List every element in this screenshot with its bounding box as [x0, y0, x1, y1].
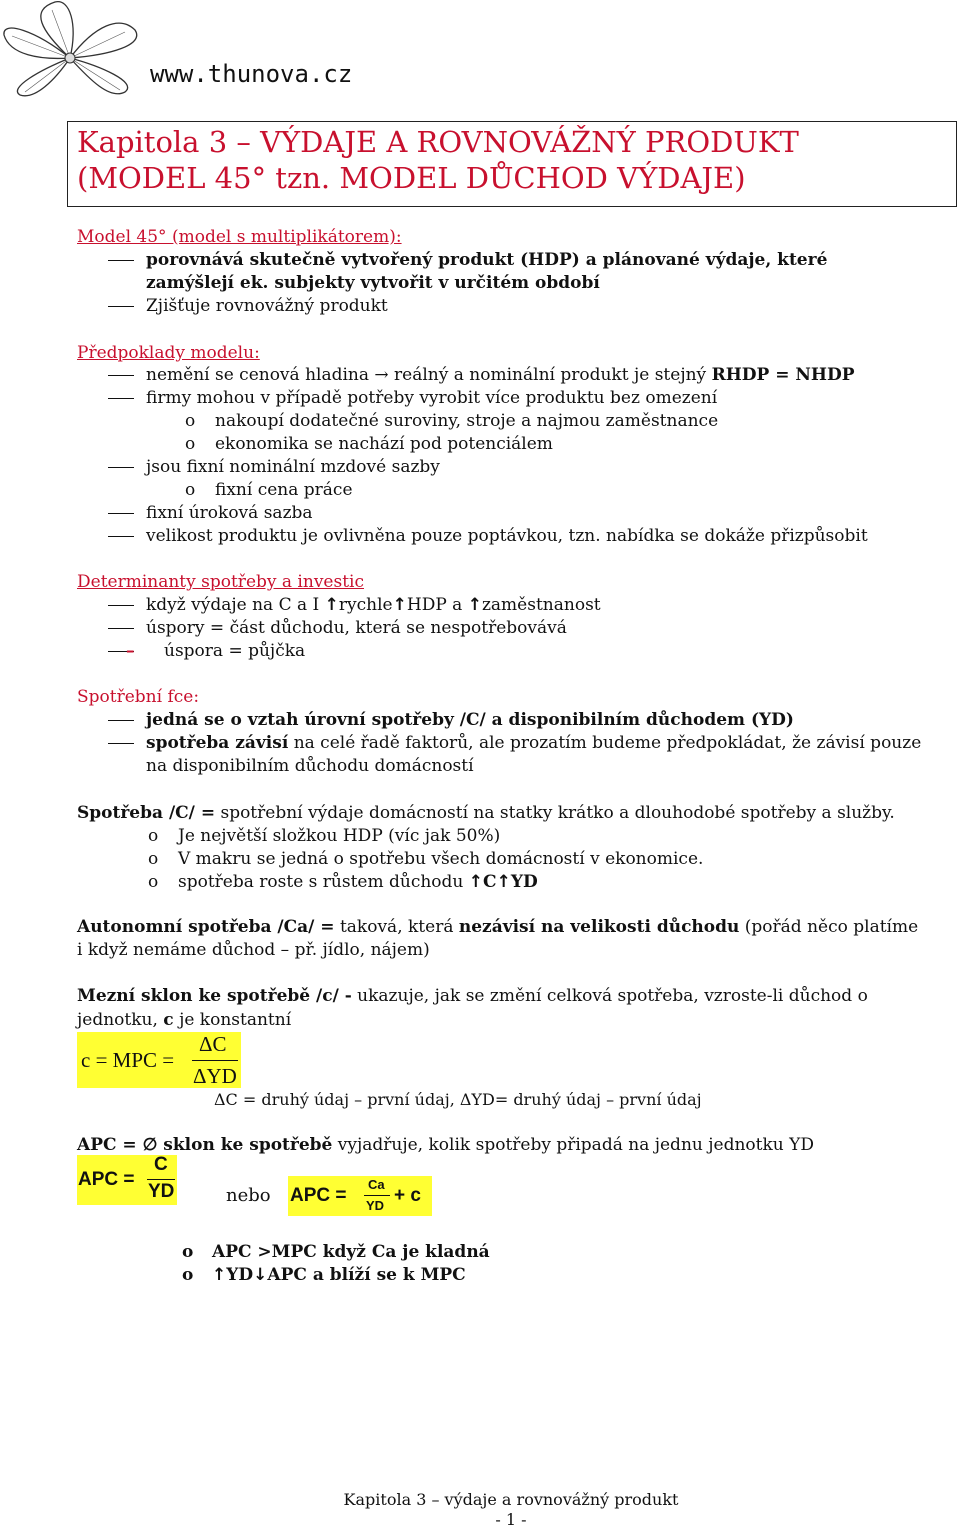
apc-bullet-1: o APC >MPC když Ca je kladná [212, 1241, 490, 1263]
up-arrow-icon: ↑ [467, 595, 482, 615]
up-arrow-icon: ↑ [324, 595, 339, 615]
apc-formula-2 [288, 1176, 432, 1216]
apc-bullet-2 [212, 1264, 466, 1286]
mpc-t4: je konstantní [179, 1010, 292, 1030]
model45-item-2: Zjišťuje rovnovážný produkt [146, 296, 388, 316]
apc-f1-left: APC = [78, 1169, 135, 1190]
consfn-item-2-cont: na disponibilním důchodu domácností [146, 756, 474, 776]
page-title [77, 124, 799, 196]
determinant-1-b: rychle [338, 595, 393, 615]
apc-bullet-2-yd: YD [226, 1265, 254, 1285]
mpc-formula-num: ΔC [199, 1032, 227, 1056]
assumption-2a: o nakoupí dodatečné suroviny, stroje a najmou zaměstnance [215, 410, 718, 432]
spotreba-bullet-3-yd: YD [510, 872, 538, 892]
mpc-formula-left: c = MPC = [81, 1048, 175, 1072]
determinant-3 [126, 640, 306, 662]
flower-logo [0, 0, 150, 108]
apc-formula-1 [77, 1155, 177, 1205]
assumption-1 [146, 364, 855, 386]
autonomni-def [77, 916, 918, 938]
mpc-formula [77, 1032, 241, 1088]
model45-item-1: porovnává skutečně vytvořený produkt (HDP) a plánované výdaje, které [146, 250, 828, 270]
autonomni-cont: i když nemáme důchod – př. jídlo, nájem) [77, 940, 430, 960]
model45-heading: Model 45° (model s multiplikátorem): [77, 227, 402, 247]
page-title-line-1: Kapitola 3 – VÝDAJE A ROVNOVÁŽNÝ PRODUKT [77, 125, 799, 159]
down-arrow-icon: ↓ [253, 1265, 268, 1285]
fraction-bar [364, 1195, 390, 1196]
mpc-lead: Mezní sklon ke spotřebě /c/ - [77, 986, 352, 1006]
site-url: www.thunova.cz [150, 60, 353, 88]
apc-text: vyjadřuje, kolik spotřeby připadá na jednu jednotku YD [337, 1135, 814, 1155]
footer [0, 1490, 960, 1530]
up-arrow-icon: ↑ [496, 872, 511, 892]
minus-icon: – [126, 641, 135, 661]
apc-bullet-2-text: APC a blíží se k MPC [267, 1265, 466, 1285]
spotreba-text: spotřební výdaje domácností na statky krátko a dlouhodobé spotřeby a služby. [220, 803, 895, 823]
assumption-1-bold: RHDP = NHDP [711, 365, 855, 385]
page-number: - 1 - [495, 1510, 527, 1529]
mpc-t3: c [163, 1010, 174, 1030]
mpc-formula-den: ΔYD [193, 1064, 237, 1088]
assumption-3: jsou fixní nominální mzdové sazby [146, 457, 440, 477]
up-arrow-icon: ↑ [468, 872, 484, 892]
autonomni-t2: nezávisí na velikosti důchodu [458, 917, 740, 937]
apc-f2-right: + c [394, 1185, 421, 1206]
model45-item-1-cont: zamýšlejí ek. subjekty vytvořit v určitém období [146, 273, 600, 293]
consfn-item-2-bold: spotřeba závisí [146, 733, 289, 753]
mpc-t2: jednotku, [77, 1010, 158, 1030]
spotreba-bullet-1: o Je největší složkou HDP (víc jak 50%) [178, 825, 500, 847]
apc-lead: APC = ∅ sklon ke spotřebě [77, 1135, 333, 1155]
determinant-1-c: HDP a [406, 595, 463, 615]
mpc-cont [77, 1009, 291, 1031]
apc-f2-den: YD [366, 1198, 385, 1213]
autonomni-t3: (pořád něco platíme [744, 917, 919, 937]
assumption-5: velikost produktu je ovlivněna pouze poptávkou, tzn. nabídka se dokáže přizpůsobit [146, 526, 868, 546]
consfn-item-2-text: na celé řadě faktorů, ale prozatím budeme předpokládat, že závisí pouze [293, 733, 922, 753]
assumptions-heading: Předpoklady modelu: [77, 343, 260, 363]
apc-f1-den: YD [148, 1181, 175, 1202]
determinant-2: úspory = část důchodu, která se nespotřebovává [146, 618, 567, 638]
spotreba-bullet-3 [178, 871, 538, 893]
consfn-heading: Spotřební fce: [77, 687, 200, 707]
determinant-1-d: zaměstnanost [481, 595, 601, 615]
consfn-item-2 [146, 732, 921, 754]
apc-f1-num: C [154, 1154, 168, 1175]
fraction-bar [147, 1179, 175, 1180]
apc-or: nebo [226, 1185, 271, 1206]
spotreba-lead: Spotřeba /C/ = [77, 803, 216, 823]
consfn-item-1: jedná se o vztah úrovní spotřeby /C/ a disponibilním důchodem (YD) [146, 710, 794, 730]
assumption-1-text: nemění se cenová hladina → reálný a nominální produkt je stejný [146, 365, 707, 385]
up-arrow-icon: ↑ [392, 595, 407, 615]
autonomni-lead: Autonomní spotřeba /Ca/ = [77, 917, 335, 937]
assumption-2b: o ekonomika se nachází pod potenciálem [215, 433, 553, 455]
spotreba-bullet-3-text: spotřeba roste s růstem důchodu [178, 872, 464, 892]
up-arrow-icon: ↑ [212, 1265, 227, 1285]
footer-title: Kapitola 3 – výdaje a rovnovážný produkt [343, 1490, 679, 1509]
assumption-2: firmy mohou v případě potřeby vyrobit více produktu bez omezení [146, 388, 718, 408]
determinant-1 [146, 594, 601, 616]
spotreba-def [77, 802, 895, 824]
apc-f2-left: APC = [290, 1185, 347, 1206]
assumption-4: fixní úroková sazba [146, 503, 313, 523]
mpc-def [77, 985, 868, 1007]
determinants-heading: Determinanty spotřeby a investic [77, 572, 364, 592]
mpc-t1: ukazuje, jak se změní celková spotřeba, vzroste-li důchod o [357, 986, 868, 1006]
spotreba-bullet-2: o V makru se jedná o spotřebu všech domácností v ekonomice. [178, 848, 703, 870]
determinant-3-text: úspora = půjčka [164, 641, 306, 661]
spotreba-bullet-3-c: C [483, 872, 497, 892]
fraction-bar [192, 1060, 238, 1061]
determinant-1-a: když výdaje na C a I [146, 595, 320, 615]
apc-def [77, 1134, 814, 1156]
apc-f2-num: Ca [368, 1177, 385, 1192]
page-title-line-2: (MODEL 45° tzn. MODEL DŮCHOD VÝDAJE) [77, 161, 746, 195]
mpc-note: ΔC = druhý údaj – první údaj, ΔYD= druhý údaj – první údaj [214, 1090, 702, 1109]
assumption-3a: o fixní cena práce [215, 479, 353, 501]
autonomni-t1: taková, která [339, 917, 454, 937]
